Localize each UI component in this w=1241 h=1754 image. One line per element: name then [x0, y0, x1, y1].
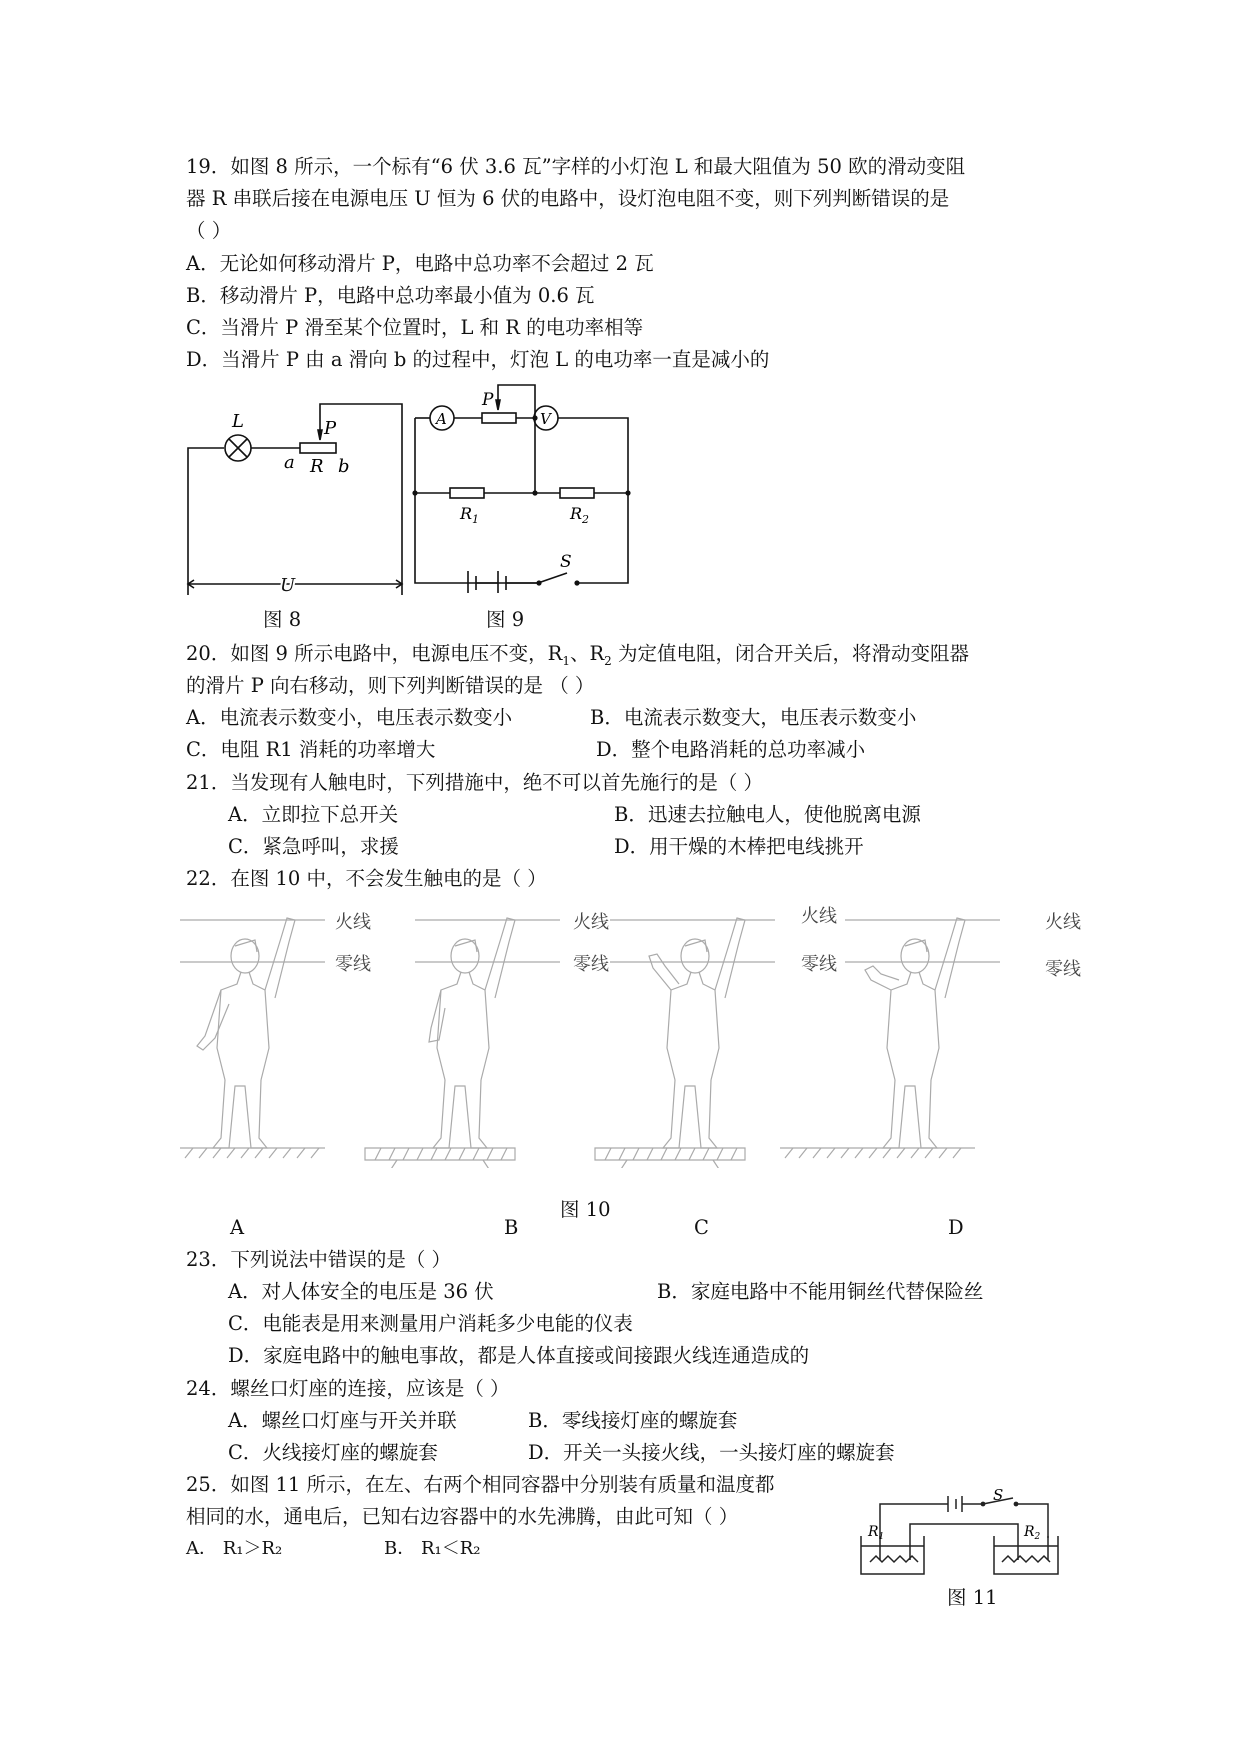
fig11-label-r2: $R_2$: [1024, 1524, 1041, 1542]
fig9-label-p: P: [482, 390, 494, 410]
fig10-c-live-label: 火线: [801, 906, 837, 927]
figure-11-circuit: [858, 1488, 1063, 1580]
figure-8-circuit: [180, 390, 420, 605]
q25-line1: 25．如图 11 所示，在左、右两个相同容器中分别装有质量和温度都: [186, 1473, 775, 1496]
q20-line1: 20．如图 9 所示电路中，电源电压不变，$R_1$、$R_2$ 为定值电阻，闭合开关后，将滑动变阻器: [186, 642, 969, 668]
fig8-label-a: a: [284, 452, 295, 473]
q21-option-c: C．紧急呼叫，求援: [228, 835, 399, 858]
q25-option-b: B． R₁＜R₂: [384, 1538, 481, 1559]
q20-line2: 的滑片 P 向右移动，则下列判断错误的是 （ ）: [186, 674, 595, 697]
fig10-d-neutral-label: 零线: [1045, 959, 1081, 980]
q24-option-b: B．零线接灯座的螺旋套: [528, 1409, 738, 1432]
fig11-label-r1: $R_1$: [868, 1524, 885, 1542]
q24-stem: 24．螺丝口灯座的连接，应该是（ ）: [186, 1377, 510, 1400]
fig10-b-live-label: 火线: [573, 912, 609, 933]
q19-option-c: C．当滑片 P 滑至某个位置时，L 和 R 的电功率相等: [186, 316, 644, 339]
fig11-label-s: S: [993, 1488, 1004, 1504]
fig10-a-live-label: 火线: [335, 912, 371, 933]
q25-line2: 相同的水，通电后，已知右边容器中的水先沸腾，由此可知（ ）: [186, 1505, 739, 1528]
q19-option-d: D．当滑片 P 由 a 滑向 b 的过程中，灯泡 L 的电功率一直是减小的: [186, 348, 770, 371]
q23-option-d: D．家庭电路中的触电事故，都是人体直接或间接跟火线连通造成的: [228, 1344, 810, 1367]
fig10-d-live-label: 火线: [1045, 912, 1081, 933]
q24-option-c: C．火线接灯座的螺旋套: [228, 1441, 438, 1464]
fig9-ammeter-label: A: [436, 410, 447, 428]
fig8-label-b: b: [338, 456, 350, 477]
q19-line1: 19．如图 8 所示，一个标有“6 伏 3.6 瓦”字样的小灯泡 L 和最大阻值为 50 欧的滑动变阻: [186, 155, 966, 178]
q21-stem: 21．当发现有人触电时，下列措施中，绝不可以首先施行的是（ ）: [186, 771, 764, 794]
fig10-c-neutral-label: 零线: [801, 954, 837, 975]
fig10-a-neutral-label: 零线: [335, 954, 371, 975]
q21-option-a: A．立即拉下总开关: [228, 803, 399, 826]
fig10-label-c: C: [694, 1216, 709, 1239]
fig9-voltmeter-label: V: [540, 410, 551, 428]
fig8-label-u: U: [280, 575, 296, 596]
fig11-caption: 图 11: [947, 1586, 998, 1609]
fig8-label-l: L: [232, 411, 244, 432]
fig10-label-a: A: [230, 1216, 245, 1239]
q23-stem: 23．下列说法中错误的是（ ）: [186, 1248, 452, 1271]
q25-option-a: A． R₁＞R₂: [186, 1538, 283, 1559]
fig10-label-d: D: [948, 1216, 964, 1239]
fig10-b-neutral-label: 零线: [573, 954, 609, 975]
q24-option-d: D．开关一头接火线，一头接灯座的螺旋套: [528, 1441, 895, 1464]
q20-option-c: C．电阻 R1 消耗的功率增大: [186, 738, 436, 761]
fig9-label-r1: $R_1$: [460, 504, 480, 526]
fig9-label-s: S: [560, 552, 572, 572]
q22-stem: 22．在图 10 中，不会发生触电的是（ ）: [186, 867, 547, 890]
q23-option-c: C．电能表是用来测量用户消耗多少电能的仪表: [228, 1312, 633, 1335]
fig9-label-r2: $R_2$: [570, 504, 590, 526]
fig10-label-b: B: [504, 1216, 519, 1239]
q19-option-a: A．无论如何移动滑片 P，电路中总功率不会超过 2 瓦: [186, 252, 654, 275]
q24-option-a: A．螺丝口灯座与开关并联: [228, 1409, 457, 1432]
q21-option-b: B．迅速去拉触电人，使他脱离电源: [614, 803, 921, 826]
figure-9-circuit: [410, 383, 640, 593]
fig10-caption: 图 10: [560, 1198, 611, 1221]
q20-option-d: D．整个电路消耗的总功率减小: [596, 738, 866, 761]
fig9-caption: 图 9: [486, 608, 525, 631]
figure-10-illustration: [175, 898, 1095, 1168]
q19-line3: （ ）: [186, 219, 232, 242]
q23-option-b: B．家庭电路中不能用铜丝代替保险丝: [657, 1280, 984, 1303]
q21-option-d: D．用干燥的木棒把电线挑开: [614, 835, 864, 858]
fig8-label-p: P: [324, 418, 337, 439]
fig8-caption: 图 8: [263, 608, 302, 631]
fig8-label-r: R: [310, 456, 324, 477]
q19-line2: 器 R 串联后接在电源电压 U 恒为 6 伏的电路中，设灯泡电阻不变，则下列判断错误的是: [186, 187, 950, 210]
q23-option-a: A．对人体安全的电压是 36 伏: [228, 1280, 494, 1303]
q20-option-a: A．电流表示数变小，电压表示数变小: [186, 706, 513, 729]
q19-option-b: B．移动滑片 P，电路中总功率最小值为 0.6 瓦: [186, 284, 595, 307]
q20-option-b: B．电流表示数变大，电压表示数变小: [590, 706, 917, 729]
